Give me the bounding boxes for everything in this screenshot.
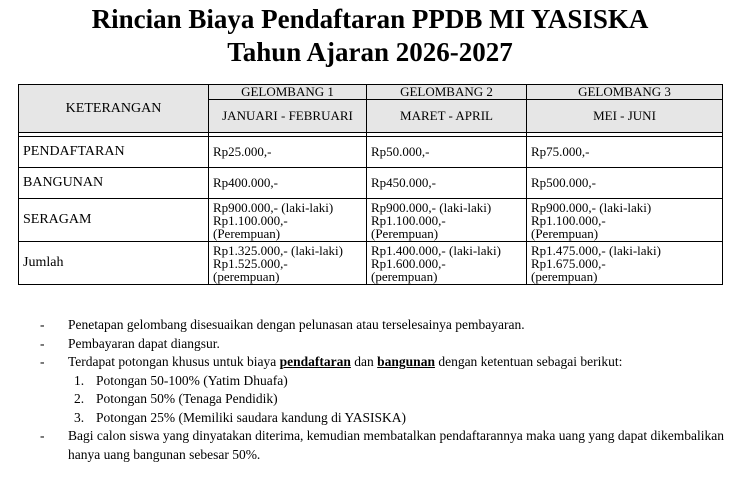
row-label: BANGUNAN xyxy=(19,168,209,199)
row-label: Jumlah xyxy=(19,242,209,285)
price-cell: Rp400.000,- xyxy=(209,168,367,199)
page-title: Rincian Biaya Pendaftaran PPDB MI YASISKA xyxy=(91,4,649,34)
note-item xyxy=(40,335,730,354)
note-text: Pembayaran dapat diangsur. xyxy=(68,335,220,351)
wave-1-period: JANUARI - FEBRUARI xyxy=(209,100,367,133)
page-subtitle: Tahun Ajaran 2026-2027 xyxy=(227,37,513,67)
price-cell xyxy=(367,242,527,285)
price-line: Rp1.100.000,- xyxy=(213,212,288,228)
note-text-suffix: dengan ketentuan sebagai berikut: xyxy=(438,354,623,369)
price-line: (perempuan) xyxy=(531,268,598,284)
note-text-mid: dan xyxy=(354,354,374,369)
wave-3-header: GELOMBANG 3 xyxy=(527,85,723,100)
note-text: Bagi calon siswa yang dinyatakan diterima, kemudian membatalkan pendaftarannya maka uang yang dapat dikembalikan hanya uang bangunan sebesar 50%. xyxy=(68,428,725,462)
discount-item xyxy=(40,390,730,409)
price-line: (Perempuan) xyxy=(213,225,281,241)
price-cell: Rp50.000,- xyxy=(367,137,527,168)
keterangan-header: KETERANGAN xyxy=(19,85,209,133)
wave-2-period: MARET - APRIL xyxy=(367,100,527,133)
dash-bullet: - xyxy=(40,428,45,443)
price-cell: Rp75.000,- xyxy=(527,137,723,168)
price-cell: Rp25.000,- xyxy=(209,137,367,168)
discount-text: Potongan 50-100% (Yatim Dhuafa) xyxy=(96,372,288,388)
price-line: Rp900.000,- (laki-laki) xyxy=(531,199,652,215)
price-line: Rp900.000,- (laki-laki) xyxy=(371,199,492,215)
table-header-row xyxy=(19,85,723,100)
price-cell: Rp450.000,- xyxy=(367,168,527,199)
item-number: 1. xyxy=(74,372,85,388)
price-cell xyxy=(367,199,527,242)
dash-bullet: - xyxy=(40,354,45,369)
keyword-pendaftaran: pendaftaran xyxy=(279,354,351,369)
price-line: Rp1.475.000,- (laki-laki) xyxy=(531,242,661,258)
price-line: (Perempuan) xyxy=(531,225,599,241)
table-row-jumlah xyxy=(19,242,723,285)
price-line: Rp1.325.000,- (laki-laki) xyxy=(213,242,343,258)
price-line: Rp1.100.000,- xyxy=(371,212,446,228)
item-number: 2. xyxy=(74,391,85,406)
row-label: PENDAFTARAN xyxy=(19,137,209,168)
table-row-seragam xyxy=(19,199,723,242)
price-line: Rp1.675.000,- xyxy=(531,255,606,271)
price-line: (Perempuan) xyxy=(371,225,439,241)
price-line: (perempuan) xyxy=(213,268,280,284)
note-text-prefix: Terdapat potongan khusus untuk biaya xyxy=(68,354,277,369)
price-cell: Rp500.000,- xyxy=(527,168,723,199)
table-row-pendaftaran xyxy=(19,137,723,168)
dash-bullet: - xyxy=(40,317,45,332)
dash-bullet: - xyxy=(40,335,45,351)
row-label: SERAGAM xyxy=(19,199,209,242)
wave-3-period: MEI - JUNI xyxy=(527,100,723,133)
price-line: (perempuan) xyxy=(371,268,438,284)
note-text: Penetapan gelombang disesuaikan dengan pelunasan atau terselesainya pembayaran. xyxy=(68,317,525,332)
discount-text: Potongan 50% (Tenaga Pendidik) xyxy=(96,391,278,406)
wave-1-header: GELOMBANG 1 xyxy=(209,85,367,100)
price-line: Rp1.600.000,- xyxy=(371,255,446,271)
price-cell xyxy=(527,242,723,285)
note-item xyxy=(40,316,730,335)
price-cell xyxy=(209,242,367,285)
table-row-bangunan xyxy=(19,168,723,199)
price-cell xyxy=(527,199,723,242)
notes-list xyxy=(40,316,730,464)
item-number: 3. xyxy=(74,409,85,425)
keyword-bangunan: bangunan xyxy=(377,354,435,369)
discount-item xyxy=(40,372,730,391)
price-line: Rp1.400.000,- (laki-laki) xyxy=(371,242,501,258)
wave-2-header: GELOMBANG 2 xyxy=(367,85,527,100)
price-line: Rp900.000,- (laki-laki) xyxy=(213,199,334,215)
discount-item xyxy=(40,409,730,428)
note-item xyxy=(40,353,730,372)
price-cell xyxy=(209,199,367,242)
price-line: Rp1.100.000,- xyxy=(531,212,606,228)
note-item xyxy=(40,427,730,464)
price-line: Rp1.525.000,- xyxy=(213,255,288,271)
fee-table xyxy=(18,84,723,285)
discount-text: Potongan 25% (Memiliki saudara kandung di YASISKA) xyxy=(96,409,406,425)
